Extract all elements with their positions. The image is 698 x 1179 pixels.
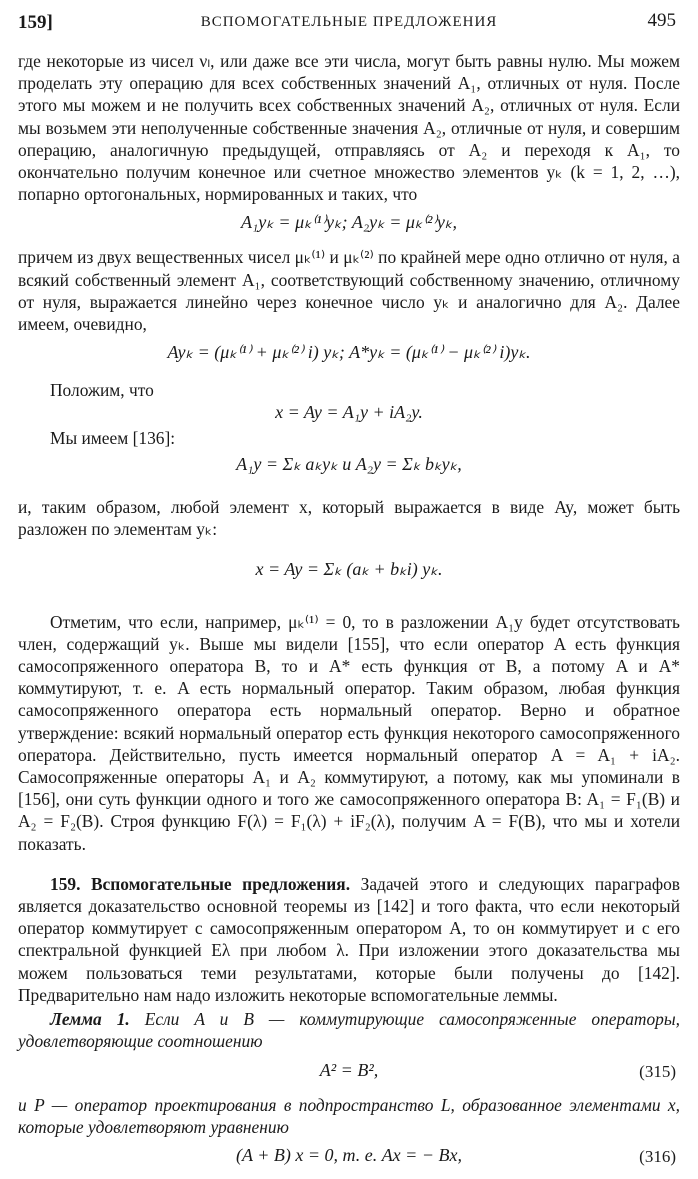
lemma-paragraph (18, 1008, 680, 1052)
have-row (18, 424, 680, 488)
formula-316: (A + B) x = 0, т. е. Ax = − Bx, (236, 1144, 462, 1165)
paragraph-1: где некоторые из чисел νₗ, или даже все эти числа, могут быть равны нулю. Мы можем проделать эту операцию для всех собственных значений A₁, отличных от нуля. После этого мы можем и не получить всех собственных значений A₂, отличных от нуля. Если мы возьмем эти неполученные собственные значения A₂, отличные от нуля, и совершим операцию, аналогичную предыдущей, отправляясь от A₂ и переходя к A₁, то окончательно получим конечное или счетное множество элементов yₖ (k = 1, 2, …), попарно ортогональных, нормированных и таких, что (18, 51, 680, 205)
section-gap (18, 855, 680, 873)
formula-315: A² = B², (319, 1059, 379, 1080)
label-put: Положим, что (50, 380, 154, 401)
paragraph-2: причем из двух вещественных чисел μₖ⁽¹⁾ и μₖ⁽²⁾ по крайней мере одно отлично от нуля, а всякий собственный элемент A₁, соответствующий собственному значению, отличному от нуля, выражается линейно через конечное число yₖ и аналогично для A₂. Далее имеем, очевидно, (18, 247, 680, 335)
lemma-text: Если A и B — коммутирующие самосопряженные операторы, удовлетворяющие соотношению (18, 1009, 680, 1052)
paragraph-6: и P — оператор проектирования в подпространство L, образованное элементами x, которые удовлетворяют уравнению (18, 1094, 680, 1137)
section-title: 159. Вспомогательные предложения. (50, 873, 351, 894)
section-159-paragraph (18, 873, 680, 1006)
formula-316-row (18, 1145, 680, 1171)
formula-x-def: x = Ay = A₁y + iA₂y. (275, 402, 423, 423)
header-title: ВСПОМОГАТЕЛЬНЫЕ ПРЕДЛОЖЕНИЯ (200, 14, 498, 30)
page (18, 10, 680, 1179)
formula-x-expansion-block (18, 541, 680, 611)
header-page-number: 495 (647, 10, 676, 31)
header-section-number: 159] (18, 12, 53, 33)
label-have: Мы имеем [136]: (50, 428, 176, 449)
equation-number-316: (316) (639, 1146, 676, 1166)
page-header (18, 10, 680, 50)
put-row (18, 376, 680, 423)
formula-315-row (18, 1060, 680, 1086)
formula-expansions: A₁y = Σₖ aₖyₖ и A₂y = Σₖ bₖyₖ, (236, 454, 462, 475)
formula-eigen-relations: A₁yₖ = μₖ⁽¹⁾yₖ; A₂yₖ = μₖ⁽²⁾yₖ, (241, 212, 457, 233)
equation-number-315: (315) (639, 1061, 676, 1081)
section-text: Задачей этого и следующих параграфов является доказательство основной теоремы из [142] и того факта, что если некоторый оператор коммутирует с самосопряженным оператором A, то он коммутирует и с его спектральной функцией Eλ при любом λ. При изложении этого доказательства мы можем пользоваться теми результатами, которые были получены до [142]. Предварительно нам надо изложить некоторые вспомогательные леммы. (18, 873, 680, 1005)
formula-operator-action: Ayₖ = (μₖ⁽¹⁾ + μₖ⁽²⁾ i) yₖ; A*yₖ = (μₖ⁽¹⁾ − μₖ⁽²⁾ i)yₖ. (167, 342, 531, 363)
lemma-title: Лемма 1. (50, 1009, 130, 1030)
paragraph-4: Отметим, что если, например, μₖ⁽¹⁾ = 0, то в разложении A₁y будет отсутствовать член, содержащий yₖ. Выше мы видели [155], что если оператор A есть функция самосопряженного оператора B, то и A* есть функция от B, а потому A и A* коммутируют, т. е. A есть нормальный оператор. Таким образом, любая функция самосопряженного оператора есть нормальный оператор. Верно и обратное утверждение: всякий нормальный оператор есть функция некоторого самосопряженного оператора. Действительно, пусть имеется нормальный оператор A = A₁ + iA₂. Самосопряженные операторы A₁ и A₂ коммутируют, а потому, как мы упоминали в [156], они суть функции одного и того же самосопряженного оператора B: A₁ = F₁(B) и A₂ = F₂(B). Строя функцию F(λ) = F₁(λ) + iF₂(λ), получим A = F(B), что мы и хотели показать. (18, 611, 680, 854)
formula-x-expansion: x = Ay = Σₖ (aₖ + bₖi) yₖ. (255, 558, 443, 579)
paragraph-3: и, таким образом, любой элемент x, который выражается в виде Ay, может быть разложен по элементам yₖ: (18, 497, 680, 540)
